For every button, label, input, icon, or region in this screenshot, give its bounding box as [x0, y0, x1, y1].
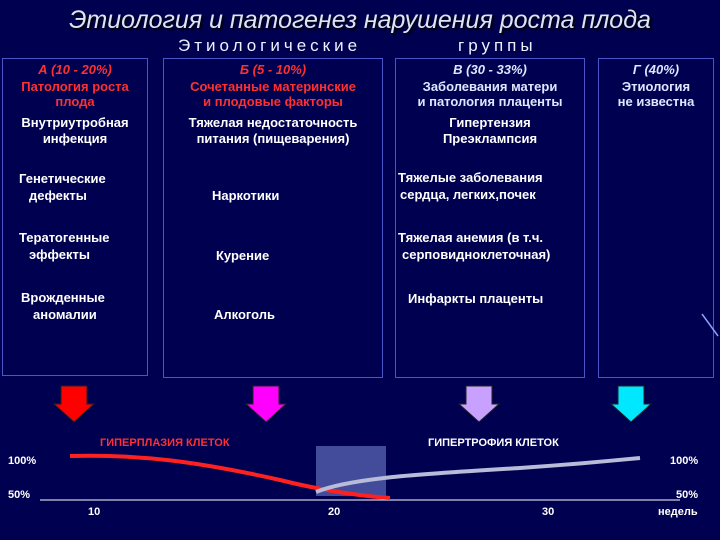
group-a-item-congenital: Врожденные аномалии — [21, 290, 105, 322]
group-a-red-line1: Патология роста — [21, 79, 129, 94]
group-c-header: В (30 - 33%) — [453, 62, 527, 77]
group-b-item-drugs: Наркотики — [212, 188, 280, 203]
group-a-panel — [2, 58, 148, 376]
group-b-white-line2: питания (пищеварения) — [196, 131, 350, 146]
subtitle-etiological: Этиологические — [178, 36, 362, 55]
arrow-cyan-group-d — [611, 386, 651, 422]
group-c-panel — [395, 58, 585, 378]
group-c-white-line1: Гипертензия — [449, 115, 531, 130]
group-b-item-alcohol: Алкоголь — [214, 307, 276, 322]
edge-slash-decoration — [700, 312, 720, 340]
y-axis-bottom-right: 50% — [676, 489, 699, 501]
hyperplasia-label: ГИПЕРПЛАЗИЯ КЛЕТОК — [100, 437, 230, 449]
group-a-item-teratogenic: Тератогенные эффекты — [19, 230, 110, 262]
group-c-blue-line1: Заболевания матери — [422, 79, 558, 94]
group-d-line1: Этиология — [621, 79, 691, 94]
group-b-header: Б (5 - 10%) — [239, 62, 307, 77]
group-c-blue-line2: и патология плаценты — [417, 94, 563, 109]
page-title: Этиология и патогенез нарушения роста плода — [69, 6, 651, 34]
group-c-white-line2: Преэклампсия — [442, 131, 538, 146]
arrow-magenta-group-b — [246, 386, 286, 422]
group-b-white-line1: Тяжелая недостаточность — [188, 115, 358, 130]
group-d-header: Г (40%) — [632, 62, 680, 77]
x-tick-10: 10 — [88, 506, 101, 518]
y-axis-top-right: 100% — [670, 455, 699, 467]
group-a-header: А (10 - 20%) — [38, 62, 112, 77]
group-b-item-smoking: Курение — [216, 248, 270, 263]
group-a-white-line2: инфекция — [42, 131, 108, 146]
subtitle-groups: группы — [458, 36, 537, 55]
group-b-panel — [163, 58, 383, 378]
x-axis-unit: недель — [658, 506, 698, 518]
group-d-panel — [598, 58, 714, 378]
arrow-lavender-group-c — [459, 386, 499, 422]
hypertrophy-label: ГИПЕРТРОФИЯ КЛЕТОК — [428, 437, 559, 449]
group-b-red-line2: и плодовые факторы — [203, 94, 343, 109]
group-a-white-line1: Внутриутробная — [21, 115, 129, 130]
arrows-layer — [0, 382, 720, 422]
arrow-red-group-a — [54, 386, 94, 422]
growth-graph — [0, 440, 720, 520]
y-axis-bottom-left: 50% — [8, 489, 31, 501]
group-c-item-anemia: Тяжелая анемия (в т.ч. серповидноклеточная) — [398, 230, 551, 262]
group-a-red-line2: плода — [55, 94, 95, 109]
y-axis-top-left: 100% — [8, 455, 37, 467]
x-tick-20: 20 — [328, 506, 341, 518]
x-tick-30: 30 — [542, 506, 555, 518]
group-a-item-genetic: Генетические дефекты — [19, 171, 106, 203]
group-b-red-line1: Сочетанные материнские — [190, 79, 356, 94]
group-c-item-diseases: Тяжелые заболевания сердца, легких,почек — [398, 170, 543, 202]
group-c-item-infarcts: Инфаркты плаценты — [408, 291, 544, 306]
group-d-line2: не известна — [617, 94, 695, 109]
